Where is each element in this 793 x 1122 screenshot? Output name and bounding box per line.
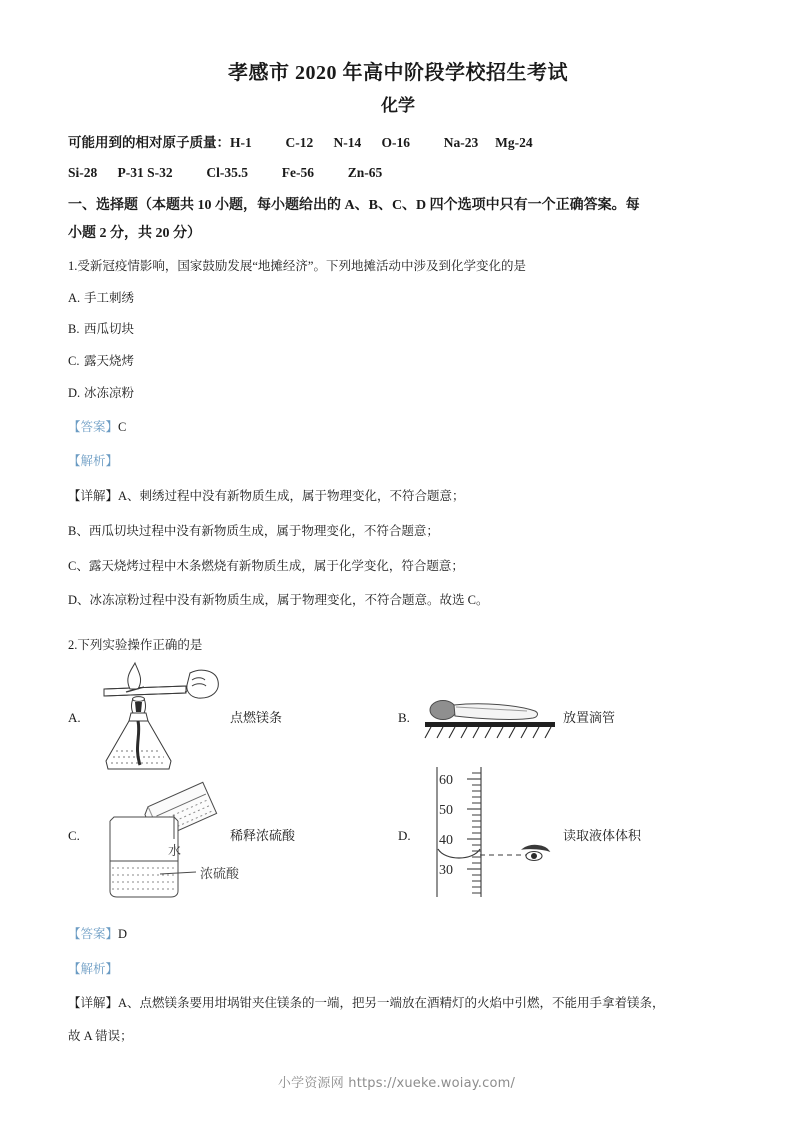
- option-text: 西瓜切块: [84, 322, 135, 337]
- figure-c-water-label: 水: [168, 842, 182, 858]
- analysis-tag: 【解析】: [68, 961, 119, 976]
- figure-a-letter: A.: [68, 709, 81, 725]
- figure-b-caption-wrap: [563, 709, 615, 727]
- figure-c-label-wrap: [68, 827, 80, 845]
- question-2-detail-line-1: [68, 994, 728, 1013]
- question-2-stem: 2.下列实验操作正确的是: [68, 638, 203, 653]
- option-text: 冰冻凉粉: [84, 385, 135, 400]
- question-1-stem: 1.受新冠疫情影响，国家鼓励发展“地摊经济”。下列地摊活动中涉及到化学变化的是: [68, 258, 526, 273]
- figure-c-caption: 稀释浓硫酸: [230, 827, 296, 843]
- question-1-option-c: [68, 352, 728, 371]
- figure-a-caption-wrap: [230, 709, 282, 727]
- option-letter: C.: [68, 354, 80, 369]
- dropper-on-table-icon: [423, 691, 563, 743]
- question-1-answer: [68, 418, 728, 437]
- question-1-option-a: [68, 289, 728, 308]
- page-title: 孝感市 2020 年高中阶段学校招生考试: [228, 62, 568, 84]
- question-1-detail-line-3: C、露天烧烤过程中木条燃烧有新物质生成，属于化学变化，符合题意；: [68, 558, 464, 573]
- option-text: 手工刺绣: [84, 290, 135, 305]
- figure-d-label-wrap: [398, 827, 411, 845]
- figure-a-caption: 点燃镁条: [230, 709, 283, 725]
- question-1-detail-line-4: D、冰冻凉粉过程中没有新物质生成，属于物理变化，不符合题意。故选 C。: [68, 593, 489, 608]
- beaker-pouring-water-icon: [88, 773, 248, 903]
- question-2-figures: [68, 669, 728, 919]
- answer-tag: 【答案】: [68, 419, 119, 434]
- section-heading-line-1: 一、选择题（本题共 10 小题，每小题给出的 A、B、C、D 四个选项中只有一个正确答案。每: [68, 198, 640, 214]
- figure-d-letter: D.: [398, 827, 411, 843]
- alcohol-lamp-magnesium-strip-icon: [86, 661, 226, 776]
- figure-a-label-wrap: [68, 709, 81, 727]
- question-1-detail-line-2: B、西瓜切块过程中没有新物质生成，属于物理变化，不符合题意；: [68, 523, 439, 538]
- question-2-analysis: [68, 960, 728, 979]
- answer-value: D: [118, 926, 128, 941]
- figure-d-caption: 读取液体体积: [563, 827, 642, 843]
- document-content: [68, 58, 728, 1046]
- answer-tag: 【答案】: [68, 926, 119, 941]
- detail-tag: 【详解】: [68, 996, 119, 1011]
- option-letter: D.: [68, 385, 81, 400]
- question-1-detail-line-1: [68, 487, 728, 506]
- figure-b-letter: B.: [398, 709, 410, 725]
- question-1-option-d: [68, 384, 728, 403]
- scale-label-30: 30: [439, 862, 453, 878]
- figure-b-label-wrap: [398, 709, 410, 727]
- question-2-detail-line-2: 故 A 错误；: [68, 1029, 133, 1044]
- figure-c-letter: C.: [68, 827, 80, 843]
- detail-text: A、刺绣过程中没有新物质生成，属于物理变化，不符合题意；: [118, 489, 465, 504]
- figure-c-acid-label: 浓硫酸: [200, 865, 240, 881]
- question-1-analysis: [68, 452, 728, 471]
- subject-title: 化学: [381, 96, 415, 115]
- option-text: 露天烧烤: [84, 354, 135, 369]
- answer-value: C: [118, 419, 127, 434]
- option-letter: A.: [68, 290, 81, 305]
- graduated-cylinder-eye-icon: [423, 765, 573, 900]
- scale-label-50: 50: [439, 802, 453, 818]
- figure-c-caption-wrap: [230, 827, 295, 845]
- figure-d-caption-wrap: [563, 827, 641, 845]
- question-2-answer: [68, 925, 728, 944]
- atomic-mass-line-2: Si-28 P-31 S-32 Cl-35.5 Fe-56 Zn-65: [68, 164, 383, 180]
- detail-text: A、点燃镁条要用坩埚钳夹住镁条的一端，把另一端放在酒精灯的火焰中引燃，不能用手拿着镁条，: [118, 996, 665, 1011]
- question-1-option-b: [68, 320, 728, 339]
- scale-label-60: 60: [439, 772, 453, 788]
- detail-tag: 【详解】: [68, 489, 119, 504]
- section-heading-line-2: 小题 2 分，共 20 分）: [68, 225, 201, 241]
- figure-b-caption: 放置滴管: [563, 709, 616, 725]
- section-heading: [68, 192, 728, 247]
- scale-label-40: 40: [439, 832, 453, 848]
- option-letter: B.: [68, 322, 80, 337]
- footer-watermark: 小学资源网 https://xueke.woiay.com/: [277, 1076, 516, 1091]
- atomic-mass-line-1: 可能用到的相对原子质量：H-1 C-12 N-14 O-16 Na-23 Mg-24: [68, 135, 533, 151]
- analysis-tag: 【解析】: [68, 454, 119, 469]
